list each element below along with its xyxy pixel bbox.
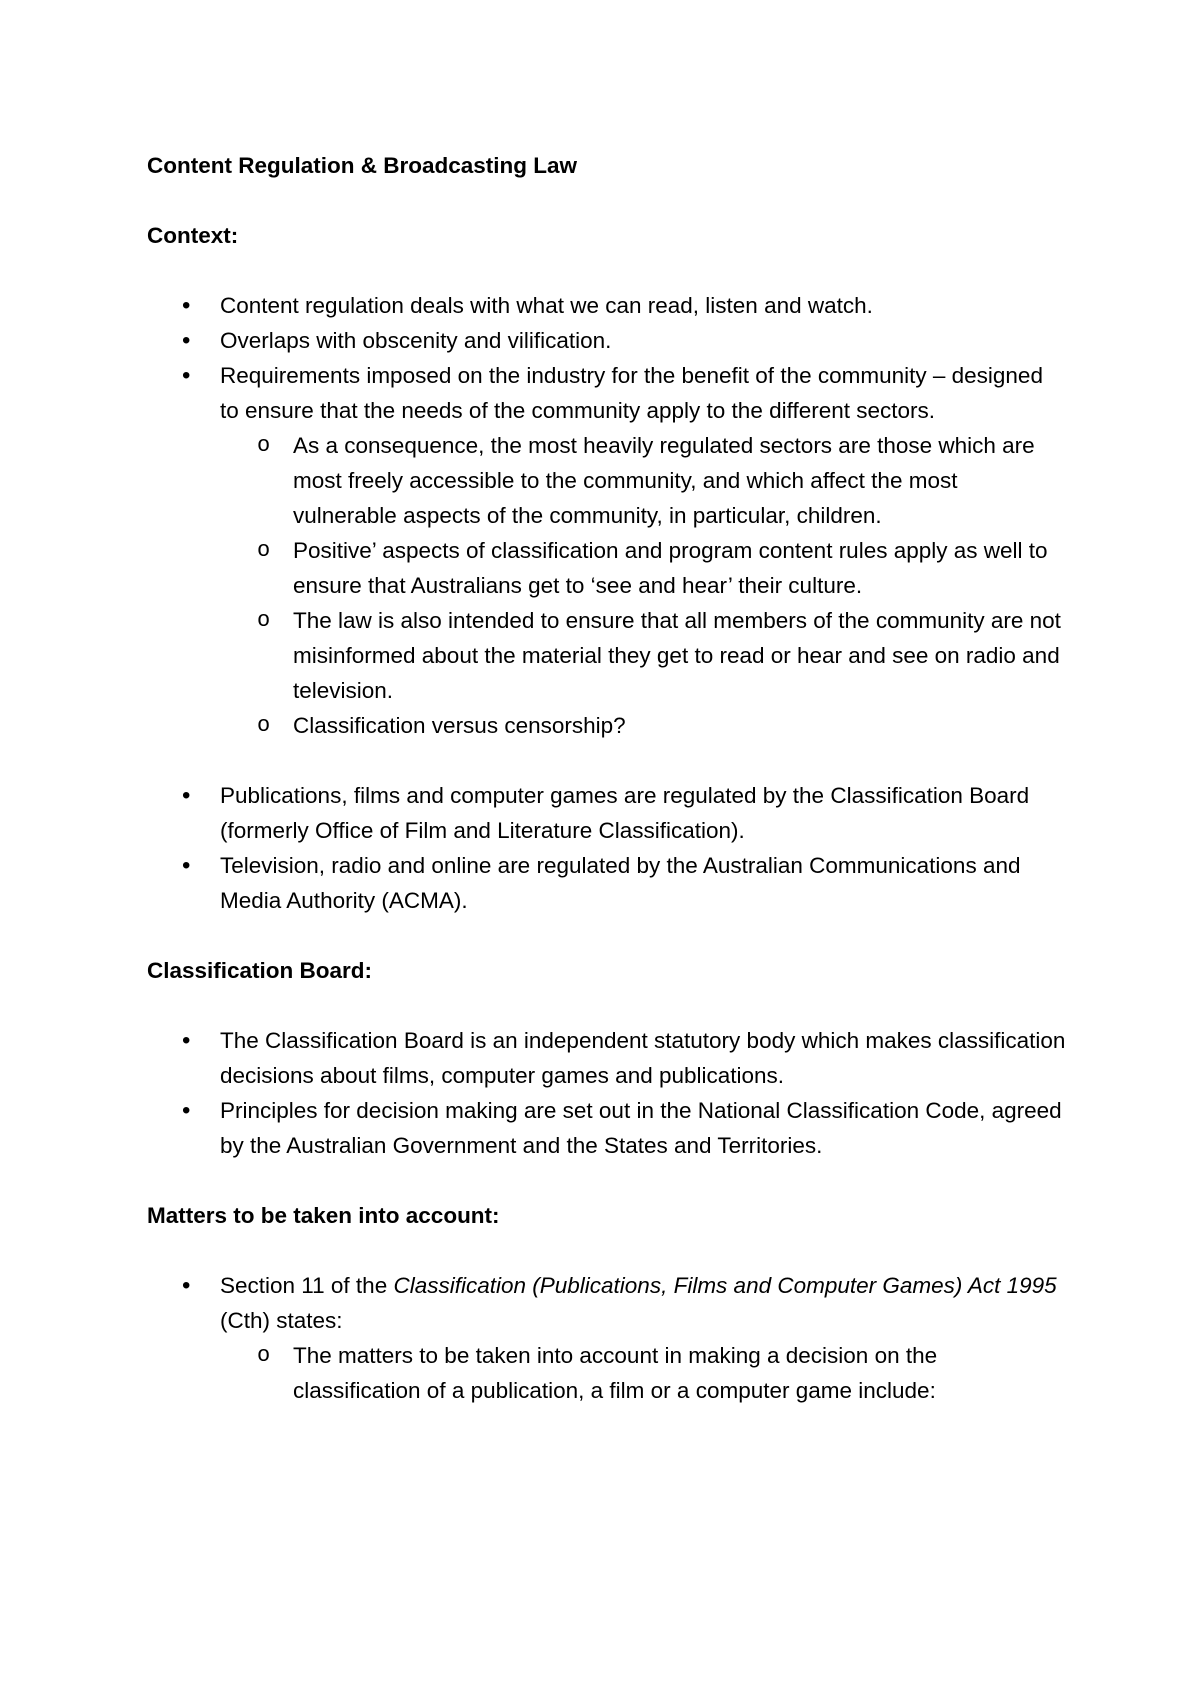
regulators-list <box>147 778 1067 918</box>
sub-list-item: o Classification versus censorship? <box>147 708 1067 743</box>
list-item: • Television, radio and online are regulated by the Australian Communications and Media Authority (ACMA). <box>147 848 1067 918</box>
list-item: • The Classification Board is an independent statutory body which makes classification decisions about films, computer games and publications. <box>147 1023 1067 1093</box>
matters-list <box>147 1268 1067 1408</box>
list-item-text: Requirements imposed on the industry for the benefit of the community – designed to ensure that the needs of the community apply to the different sectors. <box>220 363 1043 423</box>
list-item <box>147 1268 1067 1408</box>
classification-board-heading: Classification Board: <box>147 958 373 983</box>
list-item: • Publications, films and computer games are regulated by the Classification Board (formerly Office of Film and Literature Classification). <box>147 778 1067 848</box>
sub-list-item: o The law is also intended to ensure that all members of the community are not misinformed about the material they get to read or hear and see on radio and television. <box>147 603 1067 708</box>
sub-list-item: o Positive’ aspects of classification and program content rules apply as well to ensure that Australians get to ‘see and hear’ their culture. <box>147 533 1067 603</box>
list-item: • Principles for decision making are set out in the National Classification Code, agreed by the Australian Government and the States and Territories. <box>147 1093 1067 1163</box>
matters-heading: Matters to be taken into account: <box>147 1203 500 1228</box>
sub-list-item: o The matters to be taken into account in making a decision on the classification of a publication, a film or a computer game include: <box>147 1338 1067 1408</box>
list-item: • Overlaps with obscenity and vilification. <box>147 323 1067 358</box>
list-item <box>147 358 1067 743</box>
context-sublist <box>220 428 1067 743</box>
matters-sublist <box>220 1338 1067 1408</box>
document-title: Content Regulation & Broadcasting Law <box>147 153 578 178</box>
sub-list-item: o As a consequence, the most heavily regulated sectors are those which are most freely accessible to the community, and which affect the most vulnerable aspects of the community, in particular, children. <box>147 428 1067 533</box>
context-heading: Context: <box>147 223 239 248</box>
section-text-prefix: Section 11 of the <box>220 1273 394 1298</box>
list-item: • Content regulation deals with what we can read, listen and watch. <box>147 288 1067 323</box>
board-list <box>147 1023 1067 1163</box>
section-text-suffix: (Cth) states: <box>220 1308 343 1333</box>
context-list <box>147 288 1067 743</box>
document-body <box>147 148 1067 1408</box>
act-title: Classification (Publications, Films and Computer Games) Act 1995 <box>393 1273 1057 1298</box>
